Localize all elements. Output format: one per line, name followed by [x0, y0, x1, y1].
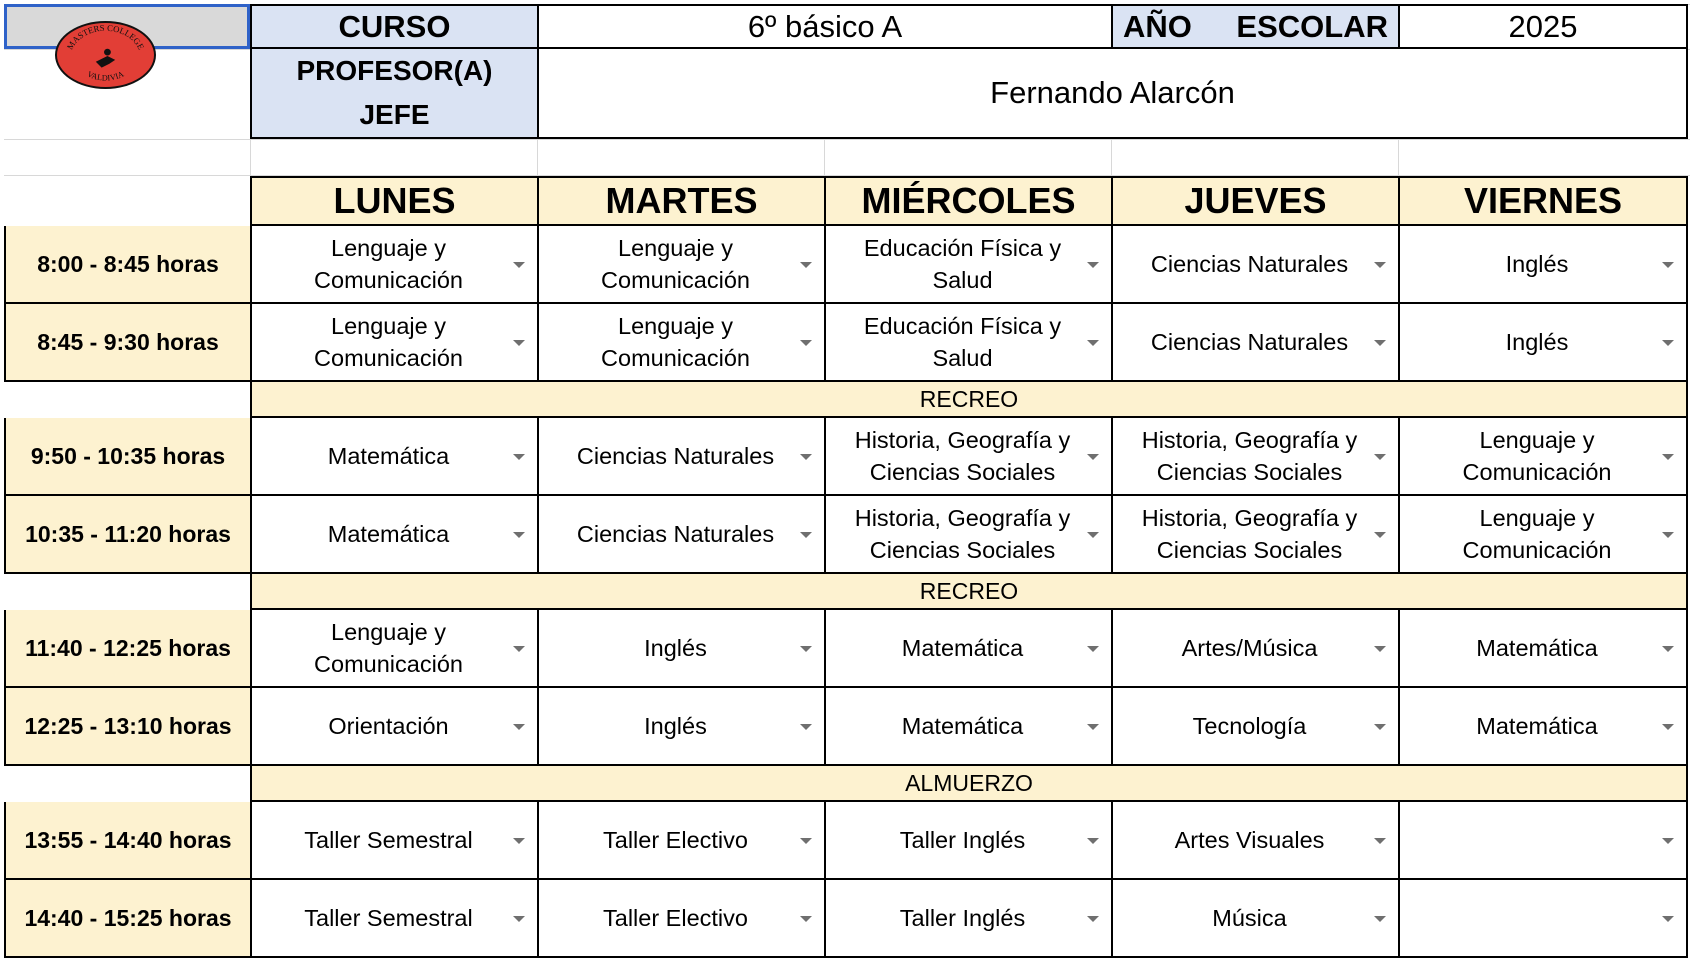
subject-line: Comunicación — [314, 345, 463, 371]
subject-line: Ciencias Sociales — [1156, 459, 1343, 485]
subject-dropdown[interactable] — [824, 802, 1111, 880]
subject-line: Taller Inglés — [899, 905, 1026, 931]
time-slot — [4, 880, 250, 958]
dropdown-arrow-icon[interactable] — [800, 262, 812, 268]
anio-value: 2025 — [1508, 8, 1578, 44]
subject-line: Matemática — [1476, 635, 1598, 661]
dropdown-arrow-icon[interactable] — [1374, 646, 1386, 652]
dropdown-arrow-icon[interactable] — [800, 532, 812, 538]
subject-dropdown[interactable] — [1111, 802, 1398, 880]
subject-line: Matemática — [901, 635, 1024, 661]
subject-dropdown[interactable] — [1398, 304, 1688, 382]
dropdown-arrow-icon[interactable] — [1662, 838, 1674, 844]
dropdown-arrow-icon[interactable] — [1087, 454, 1099, 460]
dropdown-arrow-icon[interactable] — [800, 454, 812, 460]
subject-dropdown[interactable] — [824, 610, 1111, 688]
subject-line: Ciencias Naturales — [576, 521, 775, 547]
subject-line: Música — [1212, 905, 1287, 931]
day-header-1 — [537, 176, 824, 226]
day-label: LUNES — [333, 180, 456, 221]
dropdown-arrow-icon[interactable] — [1662, 724, 1674, 730]
time-slot — [4, 688, 250, 766]
dropdown-arrow-icon[interactable] — [513, 646, 525, 652]
break-row — [250, 382, 1688, 418]
subject-dropdown[interactable] — [1398, 418, 1688, 496]
dropdown-arrow-icon[interactable] — [800, 916, 812, 922]
time-label: 8:45 - 9:30 horas — [37, 328, 219, 355]
svg-text:VALDIVIA: VALDIVIA — [85, 69, 126, 83]
dropdown-arrow-icon[interactable] — [513, 838, 525, 844]
subject-line: Historia, Geografía y — [1141, 427, 1358, 453]
subject-dropdown[interactable] — [1111, 610, 1398, 688]
dropdown-arrow-icon[interactable] — [800, 340, 812, 346]
dropdown-arrow-icon[interactable] — [1087, 724, 1099, 730]
subject-line: Lenguaje y — [331, 619, 446, 645]
time-label: 14:40 - 15:25 horas — [24, 904, 232, 931]
subject-line: Educación Física y — [863, 313, 1062, 339]
gridline — [250, 139, 251, 175]
dropdown-arrow-icon[interactable] — [800, 646, 812, 652]
subject-dropdown[interactable] — [1398, 802, 1688, 880]
time-label: 12:25 - 13:10 horas — [24, 712, 232, 739]
time-label: 10:35 - 11:20 horas — [25, 520, 231, 547]
subject-line: Taller Semestral — [304, 905, 473, 931]
subject-line: Inglés — [644, 713, 707, 739]
subject-line: Lenguaje y — [1479, 427, 1595, 453]
break-row — [250, 574, 1688, 610]
dropdown-arrow-icon[interactable] — [1374, 724, 1386, 730]
subject-line: Comunicación — [1462, 459, 1612, 485]
subject-dropdown[interactable] — [537, 802, 824, 880]
subject-line: Historia, Geografía y — [854, 505, 1071, 531]
subject-line: Matemática — [327, 521, 450, 547]
jefe-label-text: JEFE — [359, 99, 430, 130]
subject-dropdown[interactable] — [1111, 880, 1398, 958]
subject-line: Salud — [932, 267, 993, 293]
curso-value-cell[interactable] — [537, 4, 1111, 49]
subject-dropdown[interactable] — [824, 496, 1111, 574]
break-label: RECREO — [919, 577, 1019, 604]
subject-dropdown[interactable] — [537, 226, 824, 304]
subject-dropdown[interactable] — [250, 688, 537, 766]
subject-dropdown[interactable] — [250, 418, 537, 496]
subject-dropdown[interactable] — [1111, 496, 1398, 574]
gridline — [4, 139, 1690, 140]
dropdown-arrow-icon[interactable] — [800, 838, 812, 844]
dropdown-arrow-icon[interactable] — [1374, 262, 1386, 268]
subject-line: Comunicación — [314, 267, 463, 293]
dropdown-arrow-icon[interactable] — [1087, 838, 1099, 844]
subject-dropdown[interactable] — [537, 610, 824, 688]
subject-line: Ciencias Sociales — [1156, 537, 1343, 563]
subject-line: Comunicación — [601, 345, 750, 371]
subject-line: Lenguaje y — [618, 313, 733, 339]
subject-line: Salud — [932, 345, 993, 371]
day-header-2 — [824, 176, 1111, 226]
subject-line: Matemática — [901, 713, 1024, 739]
subject-dropdown[interactable] — [250, 304, 537, 382]
time-slot — [4, 418, 250, 496]
subject-dropdown[interactable] — [1111, 418, 1398, 496]
dropdown-arrow-icon[interactable] — [513, 340, 525, 346]
school-logo — [55, 21, 156, 89]
subject-line: Historia, Geografía y — [1141, 505, 1358, 531]
dropdown-arrow-icon[interactable] — [1662, 532, 1674, 538]
break-row — [250, 766, 1688, 802]
subject-line: Tecnología — [1192, 713, 1307, 739]
dropdown-arrow-icon[interactable] — [1087, 916, 1099, 922]
subject-dropdown[interactable] — [537, 418, 824, 496]
subject-dropdown[interactable] — [1398, 880, 1688, 958]
subject-line: Ciencias Naturales — [576, 443, 775, 469]
break-label: ALMUERZO — [905, 769, 1033, 796]
time-label: 9:50 - 10:35 horas — [30, 442, 226, 469]
dropdown-arrow-icon[interactable] — [1374, 454, 1386, 460]
subject-dropdown[interactable] — [824, 226, 1111, 304]
subject-line: Artes Visuales — [1174, 827, 1325, 853]
subject-dropdown[interactable] — [250, 880, 537, 958]
subject-line: Taller Semestral — [304, 827, 473, 853]
subject-dropdown[interactable] — [1398, 496, 1688, 574]
subject-line: Ciencias Sociales — [869, 459, 1056, 485]
dropdown-arrow-icon[interactable] — [1662, 646, 1674, 652]
subject-dropdown[interactable] — [537, 880, 824, 958]
gridline — [1398, 139, 1399, 175]
subject-dropdown[interactable] — [1398, 226, 1688, 304]
subject-dropdown[interactable] — [824, 304, 1111, 382]
dropdown-arrow-icon[interactable] — [1374, 532, 1386, 538]
profesor-value-cell[interactable] — [537, 49, 1688, 139]
subject-line: Inglés — [1505, 329, 1569, 355]
subject-dropdown[interactable] — [250, 226, 537, 304]
time-slot — [4, 226, 250, 304]
dropdown-arrow-icon[interactable] — [513, 262, 525, 268]
subject-dropdown[interactable] — [824, 418, 1111, 496]
profesor-value: Fernando Alarcón — [990, 75, 1235, 110]
dropdown-arrow-icon[interactable] — [1087, 262, 1099, 268]
time-slot — [4, 496, 250, 574]
dropdown-arrow-icon[interactable] — [1662, 340, 1674, 346]
subject-dropdown[interactable] — [1111, 688, 1398, 766]
time-slot — [4, 802, 250, 880]
profesor-label-text: PROFESOR(A) — [296, 55, 493, 86]
subject-line: Lenguaje y — [618, 235, 733, 261]
time-slot — [4, 304, 250, 382]
curso-value: 6º básico A — [747, 8, 903, 44]
anio-value-cell[interactable] — [1398, 4, 1688, 49]
break-label: RECREO — [919, 385, 1019, 412]
anio-label-text: AÑO — [1123, 8, 1192, 44]
subject-line: Lenguaje y — [331, 235, 446, 261]
day-label: JUEVES — [1184, 180, 1327, 221]
dropdown-arrow-icon[interactable] — [1374, 916, 1386, 922]
anio-escolar-label — [1111, 4, 1398, 49]
time-label: 11:40 - 12:25 horas — [25, 634, 231, 661]
subject-line: Taller Electivo — [603, 827, 748, 853]
day-header-0 — [250, 176, 537, 226]
subject-line: Comunicación — [601, 267, 750, 293]
subject-line: Inglés — [644, 635, 707, 661]
subject-dropdown[interactable] — [1111, 226, 1398, 304]
dropdown-arrow-icon[interactable] — [1662, 454, 1674, 460]
subject-line: Inglés — [1505, 251, 1569, 277]
subject-line: Matemática — [1476, 713, 1598, 739]
dropdown-arrow-icon[interactable] — [1662, 262, 1674, 268]
dropdown-arrow-icon[interactable] — [1374, 838, 1386, 844]
gridline — [537, 139, 538, 175]
curso-label-text: CURSO — [338, 8, 451, 44]
dropdown-arrow-icon[interactable] — [513, 724, 525, 730]
subject-line: Comunicación — [314, 651, 463, 677]
dropdown-arrow-icon[interactable] — [513, 454, 525, 460]
subject-line: Educación Física y — [863, 235, 1062, 261]
subject-dropdown[interactable] — [250, 802, 537, 880]
gridline — [824, 139, 825, 175]
subject-dropdown[interactable] — [1111, 304, 1398, 382]
subject-line: Matemática — [327, 443, 450, 469]
subject-dropdown[interactable] — [824, 688, 1111, 766]
day-header-4 — [1398, 176, 1688, 226]
time-slot — [4, 610, 250, 688]
school-crest-icon — [57, 23, 154, 87]
subject-line: Ciencias Sociales — [869, 537, 1056, 563]
day-label: MIÉRCOLES — [861, 180, 1076, 221]
curso-label — [250, 4, 537, 49]
gridline — [1111, 139, 1112, 175]
time-label: 8:00 - 8:45 horas — [37, 250, 219, 277]
subject-dropdown[interactable] — [537, 496, 824, 574]
time-label: 13:55 - 14:40 horas — [24, 826, 232, 853]
subject-dropdown[interactable] — [537, 304, 824, 382]
subject-dropdown[interactable] — [250, 496, 537, 574]
subject-line: Lenguaje y — [331, 313, 446, 339]
subject-dropdown[interactable] — [250, 610, 537, 688]
dropdown-arrow-icon[interactable] — [1087, 532, 1099, 538]
dropdown-arrow-icon[interactable] — [1087, 646, 1099, 652]
subject-line: Taller Electivo — [603, 905, 748, 931]
subject-line: Lenguaje y — [1479, 505, 1595, 531]
subject-line: Historia, Geografía y — [854, 427, 1071, 453]
subject-dropdown[interactable] — [1398, 610, 1688, 688]
svg-text:MASTERS COLLEGE: MASTERS COLLEGE — [64, 23, 147, 52]
dropdown-arrow-icon[interactable] — [513, 532, 525, 538]
escolar-label-text: ESCOLAR — [1236, 8, 1388, 44]
dropdown-arrow-icon[interactable] — [800, 724, 812, 730]
subject-dropdown[interactable] — [1398, 688, 1688, 766]
subject-line: Ciencias Naturales — [1150, 251, 1349, 277]
day-header-3 — [1111, 176, 1398, 226]
subject-dropdown[interactable] — [824, 880, 1111, 958]
subject-line: Artes/Música — [1181, 635, 1318, 661]
day-label: VIERNES — [1463, 180, 1623, 221]
dropdown-arrow-icon[interactable] — [1662, 916, 1674, 922]
profesor-jefe-label — [250, 49, 537, 139]
dropdown-arrow-icon[interactable] — [513, 916, 525, 922]
dropdown-arrow-icon[interactable] — [1087, 340, 1099, 346]
subject-line: Orientación — [328, 713, 449, 739]
day-label: MARTES — [605, 180, 758, 221]
subject-dropdown[interactable] — [537, 688, 824, 766]
subject-line: Taller Inglés — [899, 827, 1026, 853]
subject-line: Ciencias Naturales — [1150, 329, 1349, 355]
subject-line: Comunicación — [1462, 537, 1612, 563]
dropdown-arrow-icon[interactable] — [1374, 340, 1386, 346]
